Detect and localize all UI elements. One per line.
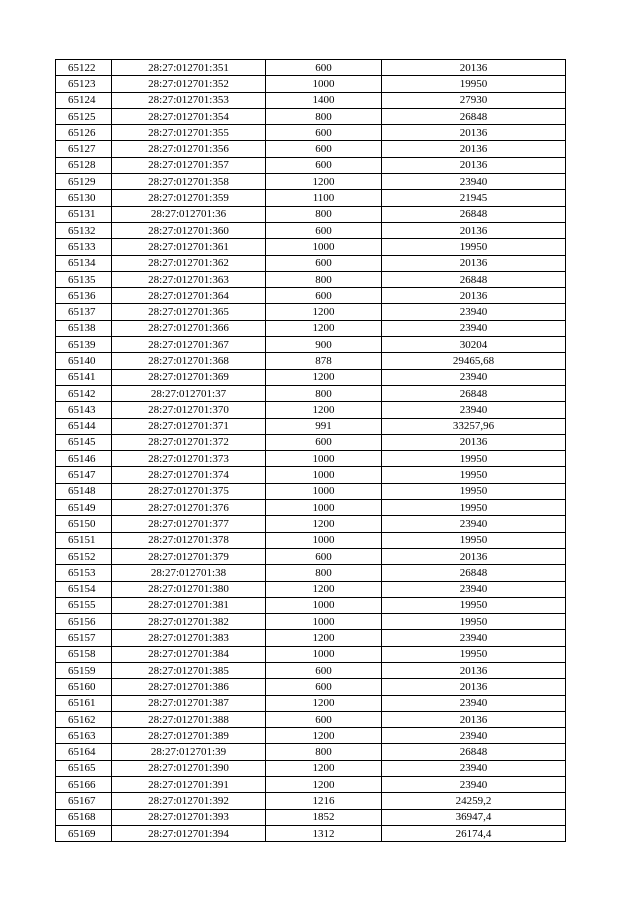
area-cell: 1000 [266, 500, 382, 516]
value-cell: 20136 [382, 662, 566, 678]
value-cell: 26848 [382, 206, 566, 222]
row-number-cell: 65132 [56, 222, 112, 238]
value-cell: 19950 [382, 76, 566, 92]
cadastral-number-cell: 28:27:012701:391 [112, 777, 266, 793]
value-cell: 20136 [382, 222, 566, 238]
cadastral-number-cell: 28:27:012701:389 [112, 728, 266, 744]
row-number-cell: 65144 [56, 418, 112, 434]
table-row [56, 662, 566, 678]
row-number-cell: 65154 [56, 581, 112, 597]
row-number-cell: 65143 [56, 402, 112, 418]
cadastral-number-cell: 28:27:012701:376 [112, 500, 266, 516]
cadastral-number-cell: 28:27:012701:387 [112, 695, 266, 711]
area-cell: 991 [266, 418, 382, 434]
table-row [56, 271, 566, 287]
value-cell: 23940 [382, 174, 566, 190]
cadastral-number-cell: 28:27:012701:37 [112, 385, 266, 401]
row-number-cell: 65139 [56, 337, 112, 353]
row-number-cell: 65134 [56, 255, 112, 271]
table-row [56, 581, 566, 597]
area-cell: 1200 [266, 369, 382, 385]
value-cell: 26848 [382, 565, 566, 581]
cadastral-number-cell: 28:27:012701:369 [112, 369, 266, 385]
value-cell: 23940 [382, 581, 566, 597]
row-number-cell: 65166 [56, 777, 112, 793]
value-cell: 20136 [382, 548, 566, 564]
value-cell: 19950 [382, 614, 566, 630]
table-row [56, 206, 566, 222]
value-cell: 26174,4 [382, 825, 566, 841]
area-cell: 800 [266, 108, 382, 124]
row-number-cell: 65131 [56, 206, 112, 222]
table-row [56, 646, 566, 662]
row-number-cell: 65122 [56, 60, 112, 76]
area-cell: 1200 [266, 402, 382, 418]
value-cell: 36947,4 [382, 809, 566, 825]
value-cell: 23940 [382, 402, 566, 418]
value-cell: 19950 [382, 467, 566, 483]
table-row [56, 434, 566, 450]
row-number-cell: 65164 [56, 744, 112, 760]
value-cell: 26848 [382, 744, 566, 760]
cadastral-number-cell: 28:27:012701:368 [112, 353, 266, 369]
cadastral-number-cell: 28:27:012701:36 [112, 206, 266, 222]
value-cell: 26848 [382, 271, 566, 287]
cadastral-number-cell: 28:27:012701:360 [112, 222, 266, 238]
row-number-cell: 65159 [56, 662, 112, 678]
value-cell: 33257,96 [382, 418, 566, 434]
cadastral-number-cell: 28:27:012701:393 [112, 809, 266, 825]
table-row [56, 222, 566, 238]
row-number-cell: 65142 [56, 385, 112, 401]
area-cell: 1200 [266, 760, 382, 776]
cadastral-number-cell: 28:27:012701:39 [112, 744, 266, 760]
cadastral-number-cell: 28:27:012701:390 [112, 760, 266, 776]
value-cell: 20136 [382, 157, 566, 173]
table-row [56, 255, 566, 271]
row-number-cell: 65141 [56, 369, 112, 385]
area-cell: 800 [266, 744, 382, 760]
row-number-cell: 65151 [56, 532, 112, 548]
row-number-cell: 65157 [56, 630, 112, 646]
area-cell: 800 [266, 271, 382, 287]
area-cell: 1000 [266, 646, 382, 662]
row-number-cell: 65161 [56, 695, 112, 711]
table-row [56, 679, 566, 695]
value-cell: 19950 [382, 532, 566, 548]
value-cell: 26848 [382, 385, 566, 401]
area-cell: 1000 [266, 614, 382, 630]
value-cell: 20136 [382, 60, 566, 76]
row-number-cell: 65129 [56, 174, 112, 190]
table-row [56, 76, 566, 92]
row-number-cell: 65126 [56, 125, 112, 141]
area-cell: 878 [266, 353, 382, 369]
table-row [56, 825, 566, 841]
value-cell: 21945 [382, 190, 566, 206]
cadastral-number-cell: 28:27:012701:377 [112, 516, 266, 532]
row-number-cell: 65125 [56, 108, 112, 124]
cadastral-number-cell: 28:27:012701:374 [112, 467, 266, 483]
cadastral-number-cell: 28:27:012701:364 [112, 288, 266, 304]
table-body [56, 60, 566, 842]
cadastral-number-cell: 28:27:012701:371 [112, 418, 266, 434]
cadastral-number-cell: 28:27:012701:380 [112, 581, 266, 597]
table-row [56, 60, 566, 76]
cadastral-number-cell: 28:27:012701:378 [112, 532, 266, 548]
table-row [56, 337, 566, 353]
cadastral-number-cell: 28:27:012701:366 [112, 320, 266, 336]
row-number-cell: 65127 [56, 141, 112, 157]
table-row [56, 565, 566, 581]
area-cell: 600 [266, 125, 382, 141]
table-row [56, 418, 566, 434]
row-number-cell: 65152 [56, 548, 112, 564]
table-row [56, 695, 566, 711]
value-cell: 19950 [382, 239, 566, 255]
value-cell: 27930 [382, 92, 566, 108]
table-row [56, 614, 566, 630]
table-row [56, 483, 566, 499]
area-cell: 1200 [266, 320, 382, 336]
area-cell: 1000 [266, 597, 382, 613]
row-number-cell: 65136 [56, 288, 112, 304]
table-row [56, 500, 566, 516]
value-cell: 19950 [382, 451, 566, 467]
table-row [56, 777, 566, 793]
area-cell: 1200 [266, 516, 382, 532]
cadastral-number-cell: 28:27:012701:351 [112, 60, 266, 76]
value-cell: 23940 [382, 369, 566, 385]
table-row [56, 108, 566, 124]
value-cell: 23940 [382, 760, 566, 776]
area-cell: 1400 [266, 92, 382, 108]
table-row [56, 793, 566, 809]
area-cell: 1100 [266, 190, 382, 206]
area-cell: 600 [266, 60, 382, 76]
row-number-cell: 65128 [56, 157, 112, 173]
table-row [56, 174, 566, 190]
table-row [56, 92, 566, 108]
cadastral-number-cell: 28:27:012701:355 [112, 125, 266, 141]
area-cell: 1852 [266, 809, 382, 825]
table-row [56, 728, 566, 744]
cadastral-table [55, 59, 566, 842]
cadastral-number-cell: 28:27:012701:388 [112, 711, 266, 727]
table-row [56, 809, 566, 825]
row-number-cell: 65153 [56, 565, 112, 581]
table-row [56, 304, 566, 320]
table-row [56, 157, 566, 173]
row-number-cell: 65124 [56, 92, 112, 108]
table-row [56, 288, 566, 304]
area-cell: 600 [266, 288, 382, 304]
cadastral-number-cell: 28:27:012701:394 [112, 825, 266, 841]
area-cell: 600 [266, 222, 382, 238]
row-number-cell: 65165 [56, 760, 112, 776]
value-cell: 20136 [382, 125, 566, 141]
value-cell: 19950 [382, 597, 566, 613]
row-number-cell: 65162 [56, 711, 112, 727]
row-number-cell: 65146 [56, 451, 112, 467]
area-cell: 600 [266, 711, 382, 727]
table-row [56, 548, 566, 564]
table-row [56, 141, 566, 157]
table-row [56, 190, 566, 206]
area-cell: 900 [266, 337, 382, 353]
value-cell: 23940 [382, 695, 566, 711]
table-row [56, 597, 566, 613]
row-number-cell: 65133 [56, 239, 112, 255]
area-cell: 1000 [266, 467, 382, 483]
cadastral-number-cell: 28:27:012701:385 [112, 662, 266, 678]
table-row [56, 516, 566, 532]
row-number-cell: 65167 [56, 793, 112, 809]
cadastral-number-cell: 28:27:012701:382 [112, 614, 266, 630]
area-cell: 1200 [266, 581, 382, 597]
area-cell: 600 [266, 662, 382, 678]
row-number-cell: 65123 [56, 76, 112, 92]
value-cell: 29465,68 [382, 353, 566, 369]
row-number-cell: 65145 [56, 434, 112, 450]
area-cell: 1200 [266, 174, 382, 190]
table-row [56, 353, 566, 369]
table-row [56, 385, 566, 401]
value-cell: 23940 [382, 304, 566, 320]
area-cell: 1200 [266, 777, 382, 793]
area-cell: 600 [266, 434, 382, 450]
table-row [56, 711, 566, 727]
table-row [56, 125, 566, 141]
area-cell: 1200 [266, 630, 382, 646]
value-cell: 20136 [382, 255, 566, 271]
cadastral-number-cell: 28:27:012701:373 [112, 451, 266, 467]
cadastral-number-cell: 28:27:012701:386 [112, 679, 266, 695]
row-number-cell: 65158 [56, 646, 112, 662]
area-cell: 1000 [266, 239, 382, 255]
area-cell: 800 [266, 206, 382, 222]
value-cell: 19950 [382, 646, 566, 662]
cadastral-number-cell: 28:27:012701:367 [112, 337, 266, 353]
value-cell: 30204 [382, 337, 566, 353]
area-cell: 1200 [266, 728, 382, 744]
cadastral-number-cell: 28:27:012701:354 [112, 108, 266, 124]
area-cell: 600 [266, 255, 382, 271]
value-cell: 19950 [382, 483, 566, 499]
table-row [56, 760, 566, 776]
cadastral-number-cell: 28:27:012701:383 [112, 630, 266, 646]
table-row [56, 744, 566, 760]
cadastral-number-cell: 28:27:012701:356 [112, 141, 266, 157]
cadastral-number-cell: 28:27:012701:361 [112, 239, 266, 255]
area-cell: 600 [266, 679, 382, 695]
value-cell: 23940 [382, 320, 566, 336]
value-cell: 26848 [382, 108, 566, 124]
row-number-cell: 65155 [56, 597, 112, 613]
value-cell: 23940 [382, 728, 566, 744]
cadastral-number-cell: 28:27:012701:365 [112, 304, 266, 320]
cadastral-number-cell: 28:27:012701:392 [112, 793, 266, 809]
row-number-cell: 65138 [56, 320, 112, 336]
area-cell: 600 [266, 548, 382, 564]
value-cell: 20136 [382, 288, 566, 304]
table-row [56, 451, 566, 467]
area-cell: 800 [266, 385, 382, 401]
value-cell: 20136 [382, 679, 566, 695]
value-cell: 20136 [382, 141, 566, 157]
table-row [56, 630, 566, 646]
area-cell: 1312 [266, 825, 382, 841]
area-cell: 600 [266, 157, 382, 173]
cadastral-number-cell: 28:27:012701:359 [112, 190, 266, 206]
area-cell: 1000 [266, 76, 382, 92]
cadastral-number-cell: 28:27:012701:38 [112, 565, 266, 581]
value-cell: 20136 [382, 434, 566, 450]
value-cell: 19950 [382, 500, 566, 516]
table-row [56, 402, 566, 418]
cadastral-number-cell: 28:27:012701:363 [112, 271, 266, 287]
row-number-cell: 65168 [56, 809, 112, 825]
table-row [56, 532, 566, 548]
table-row [56, 369, 566, 385]
cadastral-number-cell: 28:27:012701:352 [112, 76, 266, 92]
row-number-cell: 65135 [56, 271, 112, 287]
value-cell: 20136 [382, 711, 566, 727]
value-cell: 24259,2 [382, 793, 566, 809]
row-number-cell: 65148 [56, 483, 112, 499]
area-cell: 1200 [266, 304, 382, 320]
area-cell: 1000 [266, 532, 382, 548]
row-number-cell: 65169 [56, 825, 112, 841]
row-number-cell: 65156 [56, 614, 112, 630]
area-cell: 1000 [266, 451, 382, 467]
table-row [56, 239, 566, 255]
table-row [56, 467, 566, 483]
cadastral-number-cell: 28:27:012701:381 [112, 597, 266, 613]
row-number-cell: 65149 [56, 500, 112, 516]
row-number-cell: 65150 [56, 516, 112, 532]
row-number-cell: 65160 [56, 679, 112, 695]
area-cell: 1216 [266, 793, 382, 809]
cadastral-number-cell: 28:27:012701:357 [112, 157, 266, 173]
cadastral-number-cell: 28:27:012701:370 [112, 402, 266, 418]
cadastral-number-cell: 28:27:012701:362 [112, 255, 266, 271]
area-cell: 600 [266, 141, 382, 157]
area-cell: 800 [266, 565, 382, 581]
cadastral-number-cell: 28:27:012701:379 [112, 548, 266, 564]
row-number-cell: 65137 [56, 304, 112, 320]
value-cell: 23940 [382, 516, 566, 532]
cadastral-number-cell: 28:27:012701:375 [112, 483, 266, 499]
value-cell: 23940 [382, 630, 566, 646]
area-cell: 1000 [266, 483, 382, 499]
row-number-cell: 65163 [56, 728, 112, 744]
value-cell: 23940 [382, 777, 566, 793]
table-row [56, 320, 566, 336]
row-number-cell: 65130 [56, 190, 112, 206]
area-cell: 1200 [266, 695, 382, 711]
cadastral-number-cell: 28:27:012701:384 [112, 646, 266, 662]
row-number-cell: 65147 [56, 467, 112, 483]
cadastral-number-cell: 28:27:012701:372 [112, 434, 266, 450]
row-number-cell: 65140 [56, 353, 112, 369]
cadastral-number-cell: 28:27:012701:358 [112, 174, 266, 190]
cadastral-number-cell: 28:27:012701:353 [112, 92, 266, 108]
